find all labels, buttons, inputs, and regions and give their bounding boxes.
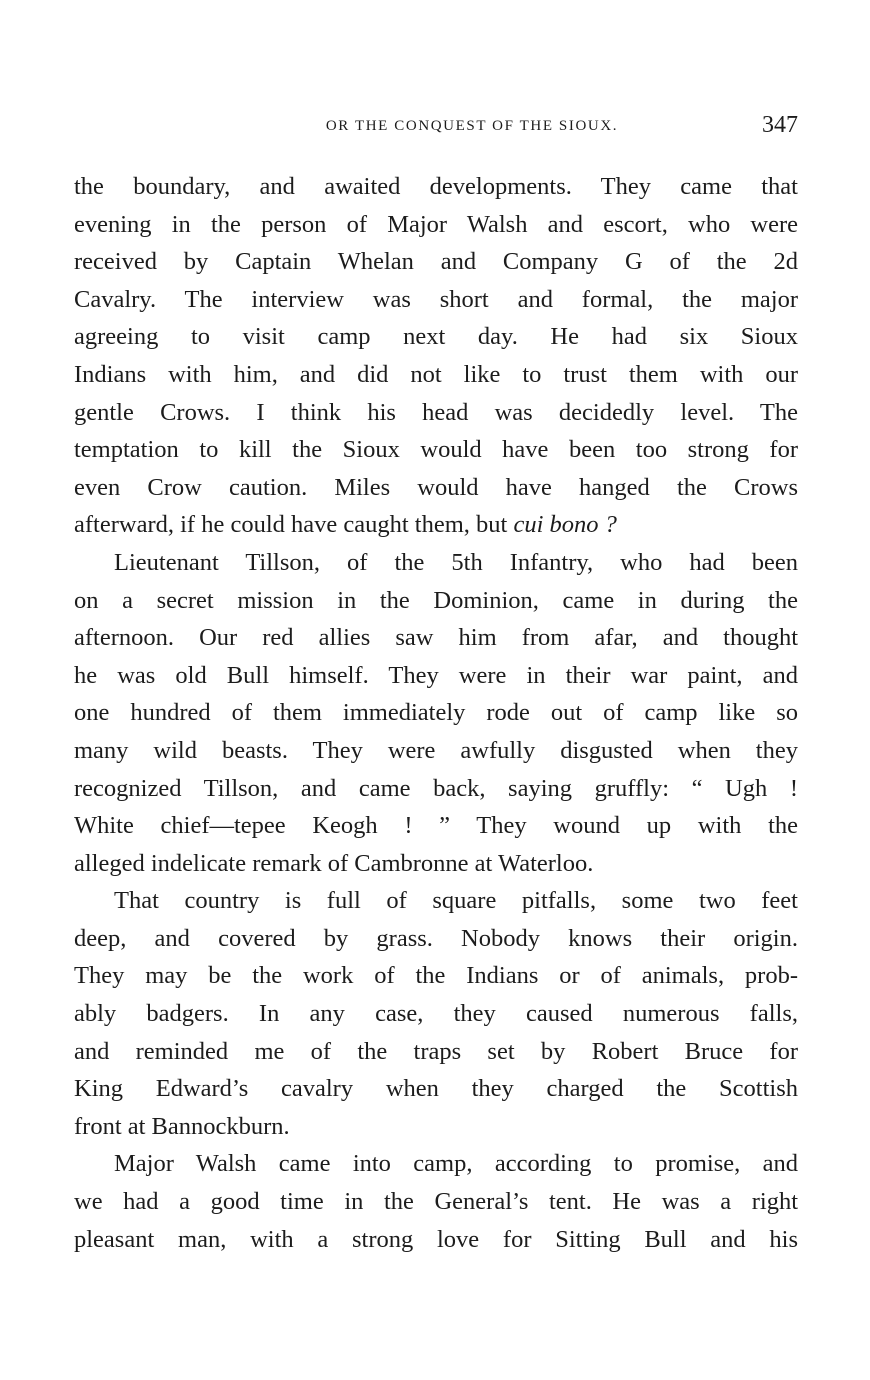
text-line: They may be the work of the Indians or of animals, prob- xyxy=(74,962,798,990)
italic-phrase: cui bono ? xyxy=(513,511,617,539)
text-line: pleasant man, with a strong love for Sitting Bull and his xyxy=(74,1225,798,1253)
page-number: 347 xyxy=(762,112,798,138)
text-line: recognized Tillson, and came back, saying gruffly: “ Ugh ! xyxy=(74,774,798,802)
paragraph-first-line: That country is full of square pitfalls, some two feet xyxy=(114,887,798,915)
text-line: King Edward’s cavalry when they charged the Scottish xyxy=(74,1075,798,1103)
paragraph-first-line: Lieutenant Tillson, of the 5th Infantry, who had been xyxy=(114,548,798,576)
text-line: alleged indelicate remark of Cambronne at Waterloo. xyxy=(74,849,594,877)
text-line: received by Captain Whelan and Company G of the 2d xyxy=(74,248,798,276)
running-head xyxy=(74,112,798,146)
text-line: one hundred of them immediately rode out of camp like so xyxy=(74,699,798,727)
text-line: agreeing to visit camp next day. He had six Sioux xyxy=(74,323,798,351)
text-line: even Crow caution. Miles would have hanged the Crows xyxy=(74,473,798,501)
text-line xyxy=(74,506,798,544)
text-line: we had a good time in the General’s tent. He was a right xyxy=(74,1188,798,1216)
text-line: deep, and covered by grass. Nobody knows their origin. xyxy=(74,924,798,952)
text-line: temptation to kill the Sioux would have been too strong for xyxy=(74,436,798,464)
text-fragment: afterward, if he could have caught them, but xyxy=(74,511,508,539)
text-line: he was old Bull himself. They were in their war paint, and xyxy=(74,661,798,689)
text-line: and reminded me of the traps set by Robert Bruce for xyxy=(74,1037,798,1065)
body-text xyxy=(74,168,798,1258)
text-line: afternoon. Our red allies saw him from afar, and thought xyxy=(74,624,798,652)
text-line: front at Bannockburn. xyxy=(74,1112,290,1140)
text-line: many wild beasts. They were awfully disgusted when they xyxy=(74,736,798,764)
running-title: OR THE CONQUEST OF THE SIOUX. xyxy=(325,118,619,134)
text-line: White chief—tepee Keogh ! ” They wound up with the xyxy=(74,812,798,840)
paragraph-first-line: Major Walsh came into camp, according to promise, and xyxy=(114,1150,798,1178)
text-line: Cavalry. The interview was short and formal, the major xyxy=(74,285,798,313)
text-line: Indians with him, and did not like to trust them with our xyxy=(74,360,798,388)
text-line: evening in the person of Major Walsh and escort, who were xyxy=(74,210,798,238)
text-line: gentle Crows. I think his head was decidedly level. The xyxy=(74,398,798,426)
text-line: on a secret mission in the Dominion, came in during the xyxy=(74,586,798,614)
text-line: ably badgers. In any case, they caused numerous falls, xyxy=(74,1000,798,1028)
text-line: the boundary, and awaited developments. They came that xyxy=(74,173,798,200)
